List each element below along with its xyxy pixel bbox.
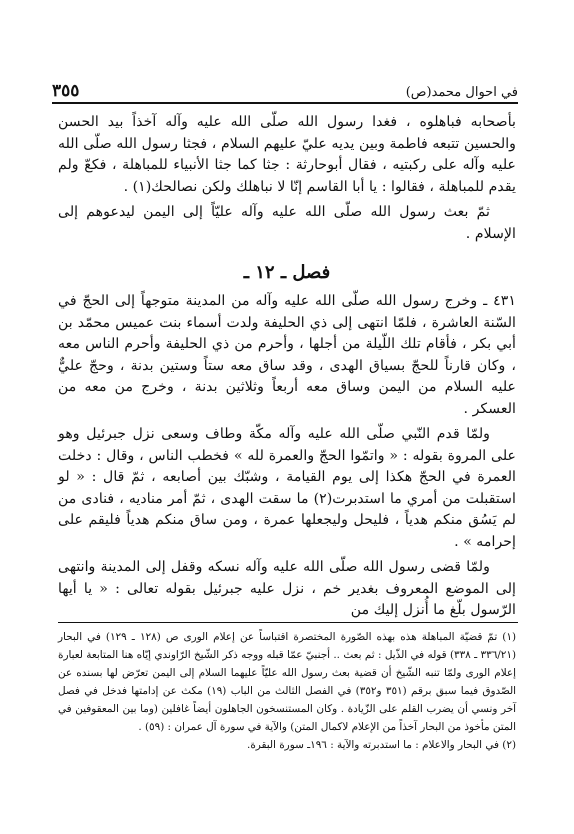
- page-header: [52, 80, 518, 104]
- paragraph-mubahala: بأصحابه فباهلوه ، فغدا رسول الله صلّى الله عليه وآله آخذاً بيد الحسن والحسين تتبعه فاطمة وبين يديه عليّ عليهم السلام ، فجثا رسول الله صلّى الله عليه وآله على ركبتيه ، فقال أبوحارثة : جثا كما جثا الأنبياء للمباهلة ، فكعّ ولم يقدم للمباهلة ، فقالوا : يا أبا القاسم إنّا لا نباهلك ولكن نصالحك(١) .: [58, 114, 516, 195]
- footnotes: [58, 628, 516, 754]
- paragraph-ghadir: ولمّا قضى رسول الله صلّى الله عليه وآله نسكه وقفل إلى المدينة وانتهى إلى الموضع المعروف بغدير خم ، نزل عليه جبرئيل بقوله تعالى : « يا أيها الرّسول بلّغ ما أُنزل إليك من: [58, 559, 516, 618]
- paragraph-mecca: ولمّا قدم النّبي صلّى الله عليه وآله مكّة وطاف وسعى نزل جبرئيل وهو على المروة بقوله : « واتمّوا الحجّ والعمرة لله » فخطب الناس ، وقال : دخلت العمرة في الحجّ هكذا إلى يوم القيامة ، وشبّك بين أصابعه ، ثمّ قال : « لو استقبلت من أمري ما استدبرت(٢) ما سقت الهدى ، ثمّ أمر مناديه ، فنادى من لم يَسُق منكم هدياً ، فليحل وليجعلها عمرة ، ومن ساق منكم هدياً فليقم على إحرامه » .: [58, 426, 516, 550]
- footnote-1: (١) تمّ قضيّة المباهلة هذه بهذه الصّورة المختصرة اقتباساً عن إعلام الورى ص (١٢٨ ـ ١٢٩) في البحار (٣٣٦/٢١ ـ ٣٣٨) قوله في الذّيل : ثم بعث .. أجنبيّ عمّا قبله ووجه ذكر الشّيخ الرّاوندي إيّاه هنا المتابعة لعبارة إعلام الورى ولمّا تنبه الشّيخ أن قضية بعث رسول الله عليّاً عليهما السلام إلى اليمن تعرّض لها بسنده عن الصّدوق فيما سبق برقم (٣٥١ و٣٥٢) في الفصل الثالث من الباب (١٩) مكث عن إدامتها فدخل في فصل آخر ونسي أن يضرب القلم على الزّيادة . وكان المستنسخون الجاهلون أيضاً غافلين (وما بين المعقوفين في المتن مأخوذ من البحار آخذاً من الإعلام لاكمال المتن) والآية في سورة آل عمران : (٥٩) .: [58, 631, 517, 733]
- page-number: ٣٥٥: [52, 81, 80, 101]
- body-text-top: [58, 112, 516, 245]
- footnote-divider: [58, 622, 518, 623]
- paragraph-yemen: ثمّ بعث رسول الله صلّى الله عليه وآله عليّاً إلى اليمن ليدعوهم إلى الإسلام .: [58, 204, 516, 242]
- section-heading: فصل ـ ١٢ ـ: [243, 262, 331, 283]
- body-text-main: [58, 291, 516, 622]
- footnote-2: (٢) في البحار والاعلام : ما استدبرته والآية : ١٩٦ـ سورة البقرة.: [247, 739, 516, 751]
- paragraph-hajj: ٤٣١ ـ وخرج رسول الله صلّى الله عليه وآله من المدينة متوجهاً إلى الحجّ في السّنة العاشرة ، فلمّا انتهى إلى ذي الحليفة ولدت أسماء بنت عميس محمّد بن أبي بكر ، فأقام تلك اللّيلة من أجلها ، وأحرم من ذي الحليفة وأحرم الناس معه ، وكان قارناً للحجّ بسياق الهدى ، وقد ساق معه ستاً وستين بدنة ، وحجّ عليٌّ عليه السلام من اليمن وساق معه أربعاً وثلاثين بدنة ، وخرج من معه من العسكر .: [58, 293, 516, 417]
- running-title: في احوال محمد(ص): [405, 85, 518, 100]
